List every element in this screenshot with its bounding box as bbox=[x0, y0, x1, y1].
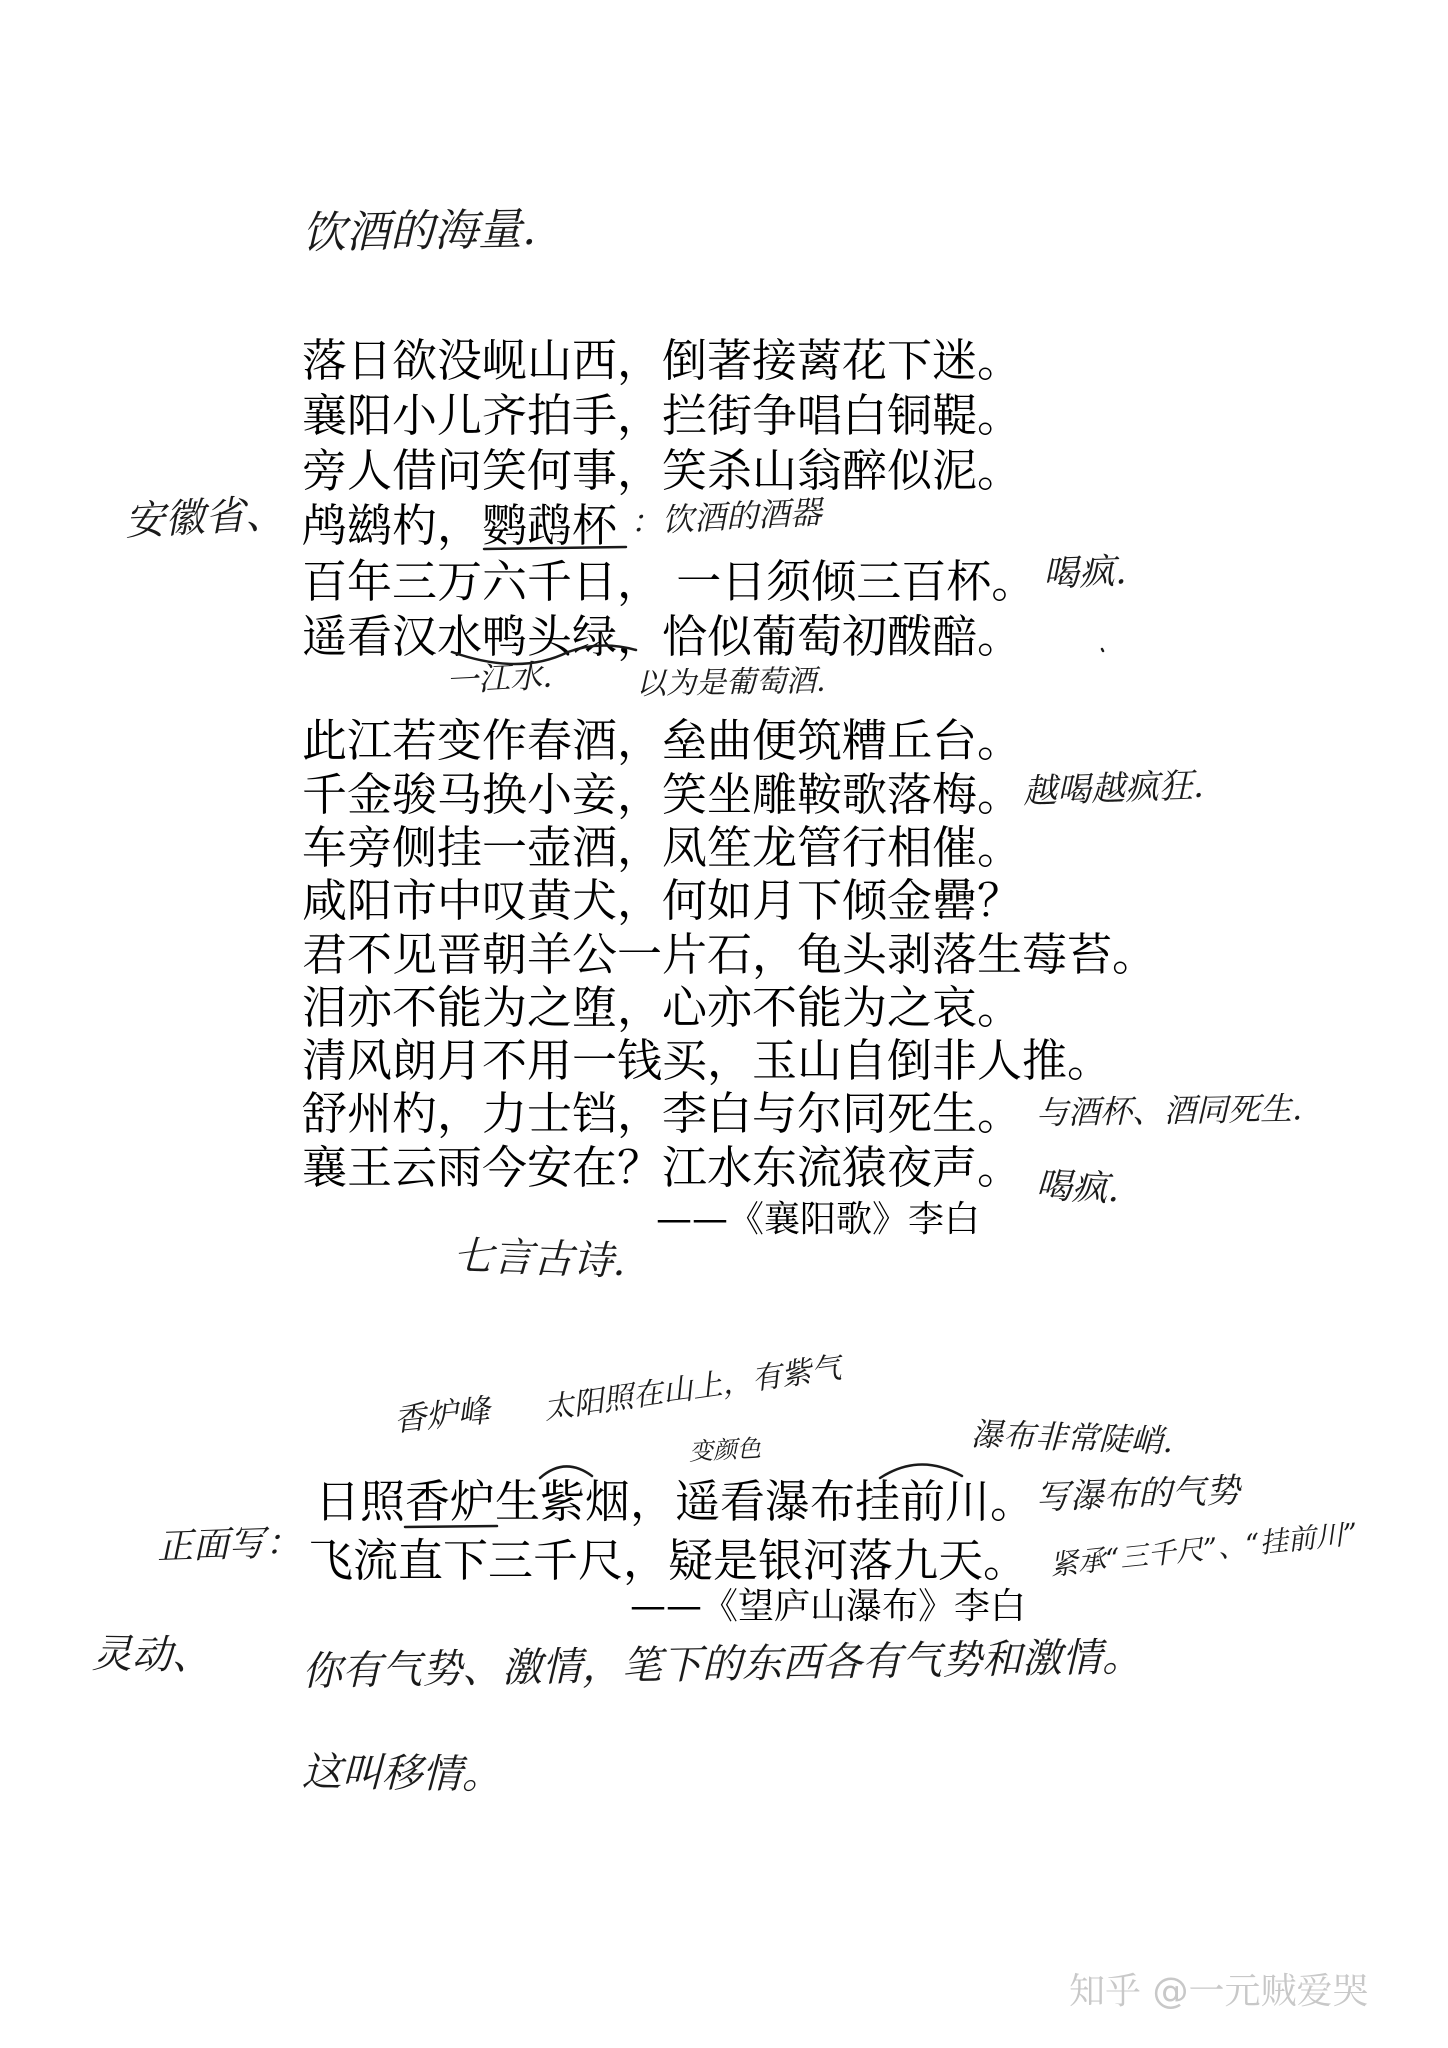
note-poem-form: 七言古诗. bbox=[452, 1233, 627, 1286]
poem-line: 君不见晋朝羊公一片石，龟头剥落生莓苔。 bbox=[302, 928, 1158, 981]
note-crazier: 越喝越疯狂. bbox=[1022, 765, 1205, 812]
poem-line: 咸阳市中叹黄犬，何如月下倾金罍？ bbox=[302, 874, 1023, 927]
watermark: 知乎 @一元贼爱哭 bbox=[1069, 1971, 1369, 2012]
poem-line: 舒州杓，力士铛，李白与尔同死生。 bbox=[302, 1087, 1023, 1140]
note-sun-purple-haze: 太阳照在山上，有紫气 bbox=[541, 1350, 844, 1427]
note-color-change: 变颜色 bbox=[688, 1434, 762, 1466]
note-steep: 瀑布非常陡峭. bbox=[970, 1415, 1174, 1461]
note-grape-wine: 以为是葡萄酒. bbox=[635, 663, 826, 702]
note-drunk-1: 喝疯. bbox=[1042, 551, 1128, 595]
poem-line: 清风朗月不用一钱买，玉山自倒非人推。 bbox=[302, 1034, 1113, 1087]
poem-line: 日照香炉生紫烟，遥看瀑布挂前川。 bbox=[315, 1475, 1036, 1528]
note-momentum: 写瀑布的气势 bbox=[1035, 1470, 1241, 1518]
note-empathy: 这叫移情。 bbox=[301, 1749, 503, 1799]
note-anhui: 安徽省、 bbox=[123, 490, 286, 545]
poem-line: 襄阳小儿齐拍手，拦街争唱白铜鞮。 bbox=[302, 389, 1023, 442]
note-follow-up: 紧承“三千尺”、“挂前川” bbox=[1048, 1516, 1360, 1582]
dot-mark bbox=[1102, 649, 1103, 651]
poem-attribution: ——《望庐山瀑布》李白 bbox=[630, 1586, 1027, 1627]
poem-line: 飞流直下三千尺，疑是银河落九天。 bbox=[308, 1534, 1029, 1587]
note-frontal: 正面写： bbox=[156, 1521, 302, 1568]
poem-line: 此江若变作春酒，垒曲便筑糟丘台。 bbox=[302, 714, 1023, 767]
poem-line: 百年三万六千日， 一日须倾三百杯。 bbox=[302, 555, 1037, 608]
note-drinking-vessel: ：饮酒的酒器 bbox=[629, 492, 823, 541]
poem-line: 千金骏马换小妾，笑坐雕鞍歌落梅。 bbox=[302, 768, 1023, 821]
note-drunk-2: 喝疯. bbox=[1034, 1165, 1121, 1211]
note-live-die: 与酒杯、酒同死生. bbox=[1035, 1089, 1303, 1132]
note-emotion-transfer: 你有气势、激情，笔下的东西各有气势和激情。 bbox=[301, 1634, 1143, 1695]
note-xianglu-peak: 香炉峰 bbox=[392, 1391, 492, 1439]
poem-line: 车旁侧挂一壶酒，凤笙龙管行相催。 bbox=[302, 821, 1023, 874]
poem-line: 鸬鹚杓，鹦鹉杯 bbox=[302, 499, 618, 552]
note-river: 一江水. bbox=[445, 656, 554, 700]
poem-line: 落日欲没岘山西，倒著接蓠花下迷。 bbox=[302, 334, 1023, 387]
handwritten-title: 饮酒的海量. bbox=[301, 203, 537, 259]
note-lively: 灵动、 bbox=[91, 1631, 213, 1680]
poem-line: 襄王云雨今安在？江水东流猿夜声。 bbox=[302, 1141, 1023, 1194]
poem-attribution: ——《襄阳歌》李白 bbox=[656, 1199, 981, 1240]
poem-line: 泪亦不能为之堕，心亦不能为之哀。 bbox=[302, 981, 1023, 1034]
poem-line: 遥看汉水鸭头绿，恰似葡萄初酦醅。 bbox=[302, 610, 1023, 663]
poem-line: 旁人借问笑何事，笑杀山翁醉似泥。 bbox=[302, 444, 1023, 497]
